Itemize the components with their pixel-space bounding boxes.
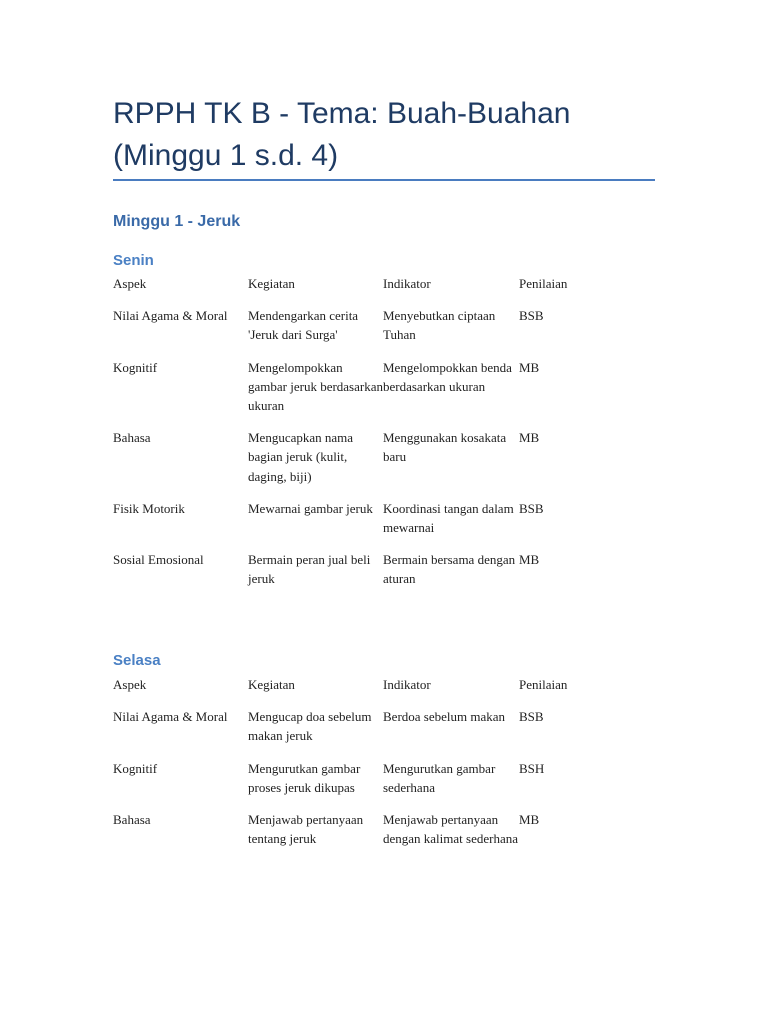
table-row	[113, 499, 593, 550]
header-kegiatan: Kegiatan	[248, 276, 295, 291]
cell-indikator: Menggunakan kosakata baru	[383, 430, 507, 465]
table-row	[113, 810, 593, 861]
cell-kegiatan: Mendengarkan cerita 'Jeruk dari Surga'	[248, 308, 359, 343]
cell-kegiatan: Mengucap doa sebelum makan jeruk	[248, 709, 372, 744]
cell-penilaian: MB	[519, 359, 540, 375]
cell-indikator: Mengelompokkan benda berdasarkan ukuran	[383, 359, 512, 394]
cell-indikator: Berdoa sebelum makan	[383, 709, 506, 725]
cell-aspek: Nilai Agama & Moral	[113, 308, 228, 324]
table-row	[113, 707, 593, 758]
cell-kegiatan: Mengurutkan gambar proses jeruk dikupas	[248, 760, 361, 795]
cell-kegiatan: Mengelompokkan gambar jeruk berdasarkan ukuran	[248, 359, 383, 414]
title-line-1: RPPH TK B - Tema: Buah-Buahan	[113, 97, 571, 130]
cell-penilaian: MB	[519, 812, 540, 828]
cell-aspek: Sosial Emosional	[113, 552, 204, 568]
table-row	[113, 428, 593, 499]
table-header-row	[113, 274, 593, 306]
cell-aspek: Bahasa	[113, 430, 151, 446]
cell-indikator: Menyebutkan ciptaan Tuhan	[383, 308, 496, 343]
cell-aspek: Bahasa	[113, 812, 151, 828]
day-heading-senin: Senin	[113, 252, 154, 269]
cell-penilaian: BSB	[519, 500, 544, 516]
table-row	[113, 306, 593, 357]
cell-kegiatan: Bermain peran jual beli jeruk	[248, 552, 371, 587]
cell-penilaian: BSH	[519, 760, 545, 776]
header-indikator: Indikator	[383, 677, 431, 692]
title-line-2: (Minggu 1 s.d. 4)	[113, 139, 339, 172]
header-penilaian: Penilaian	[519, 276, 568, 291]
cell-penilaian: MB	[519, 552, 540, 568]
day-heading-selasa: Selasa	[113, 652, 161, 669]
cell-kegiatan: Mewarnai gambar jeruk	[248, 500, 373, 516]
cell-kegiatan: Mengucapkan nama bagian jeruk (kulit, daging, biji)	[248, 430, 354, 484]
header-aspek: Aspek	[113, 276, 147, 291]
table-row	[113, 759, 593, 810]
schedule-table-selasa	[113, 675, 593, 861]
cell-penilaian: MB	[519, 430, 540, 446]
cell-kegiatan: Menjawab pertanyaan tentang jeruk	[248, 812, 364, 847]
table-row	[113, 358, 593, 429]
title-underline	[113, 179, 655, 181]
header-aspek: Aspek	[113, 677, 147, 692]
cell-aspek: Kognitif	[113, 359, 158, 375]
header-kegiatan: Kegiatan	[248, 677, 295, 692]
document-title	[113, 93, 673, 177]
cell-aspek: Fisik Motorik	[113, 500, 185, 516]
section-heading: Minggu 1 - Jeruk	[113, 213, 241, 230]
cell-penilaian: BSB	[519, 709, 544, 725]
cell-aspek: Nilai Agama & Moral	[113, 709, 228, 725]
cell-indikator: Bermain bersama dengan aturan	[383, 552, 516, 587]
cell-indikator: Koordinasi tangan dalam mewarnai	[383, 500, 514, 536]
cell-aspek: Kognitif	[113, 760, 158, 776]
header-indikator: Indikator	[383, 276, 431, 291]
cell-indikator: Mengurutkan gambar sederhana	[383, 760, 496, 795]
cell-penilaian: BSB	[519, 308, 544, 324]
table-row	[113, 550, 593, 601]
header-penilaian: Penilaian	[519, 677, 568, 692]
cell-indikator: Menjawab pertanyaan dengan kalimat sederhana	[383, 812, 518, 847]
schedule-table-senin	[113, 274, 593, 602]
table-header-row	[113, 675, 593, 707]
